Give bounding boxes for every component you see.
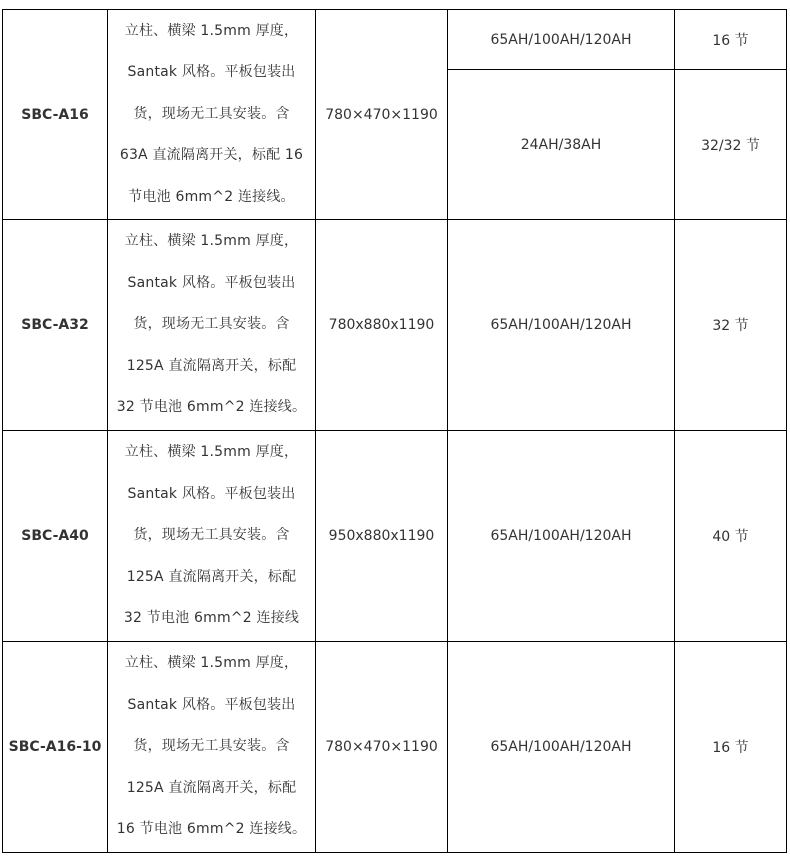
description-line: 32 节电池 6mm^2 连接线 [123,610,300,627]
description-line: 立柱、横梁 1.5mm 厚度， [124,233,299,250]
model-cell: SBC-A40 [3,431,108,642]
description-line: Santak 风格。平板包装出 [127,274,296,291]
capacity-cell: 65AH/100AH/120AH [448,10,675,70]
description-line: Santak 风格。平板包装出 [127,64,296,81]
quantity-cell: 32 节 [675,220,787,431]
description-line: 32 节电池 6mm^2 连接线。 [116,399,307,416]
quantity-cell: 16 节 [675,642,787,853]
size-cell: 950x880x1190 [316,431,448,642]
table-row [3,431,787,642]
description-line: 货，现场无工具安装。含 [133,527,290,544]
table-row [3,642,787,853]
spec-table [2,9,787,853]
description-cell [108,642,316,853]
description-line: 125A 直流隔离开关，标配 [126,779,297,796]
capacity-cell: 65AH/100AH/120AH [448,642,675,853]
capacity-cell: 65AH/100AH/120AH [448,431,675,642]
description-cell [108,10,316,220]
model-cell: SBC-A16-10 [3,642,108,853]
description-line: 63A 直流隔离开关，标配 16 [119,147,304,164]
description-line: 125A 直流隔离开关，标配 [126,568,297,585]
capacity-cell: 24AH/38AH [448,70,675,220]
table-row [3,220,787,431]
description-cell [108,220,316,431]
description-line: 立柱、横梁 1.5mm 厚度， [124,444,299,461]
description-line: 立柱、横梁 1.5mm 厚度， [124,655,299,672]
size-cell: 780x880x1190 [316,220,448,431]
description-line: 货，现场无工具安装。含 [133,105,290,122]
description-line: 16 节电池 6mm^2 连接线。 [116,821,307,838]
description-line: Santak 风格。平板包装出 [127,696,296,713]
size-cell: 780×470×1190 [316,10,448,220]
description-line: 节电池 6mm^2 连接线。 [128,188,295,205]
description-cell [108,431,316,642]
size-cell: 780×470×1190 [316,642,448,853]
description-line: Santak 风格。平板包装出 [127,485,296,502]
table-row [3,10,787,70]
capacity-cell: 65AH/100AH/120AH [448,220,675,431]
description-line: 货，现场无工具安装。含 [133,738,290,755]
quantity-cell: 16 节 [675,10,787,70]
spec-table-body [3,10,787,853]
description-line: 125A 直流隔离开关，标配 [126,357,297,374]
model-cell: SBC-A32 [3,220,108,431]
quantity-cell: 40 节 [675,431,787,642]
description-line: 立柱、横梁 1.5mm 厚度， [124,22,299,39]
quantity-cell: 32/32 节 [675,70,787,220]
model-cell: SBC-A16 [3,10,108,220]
description-line: 货，现场无工具安装。含 [133,316,290,333]
